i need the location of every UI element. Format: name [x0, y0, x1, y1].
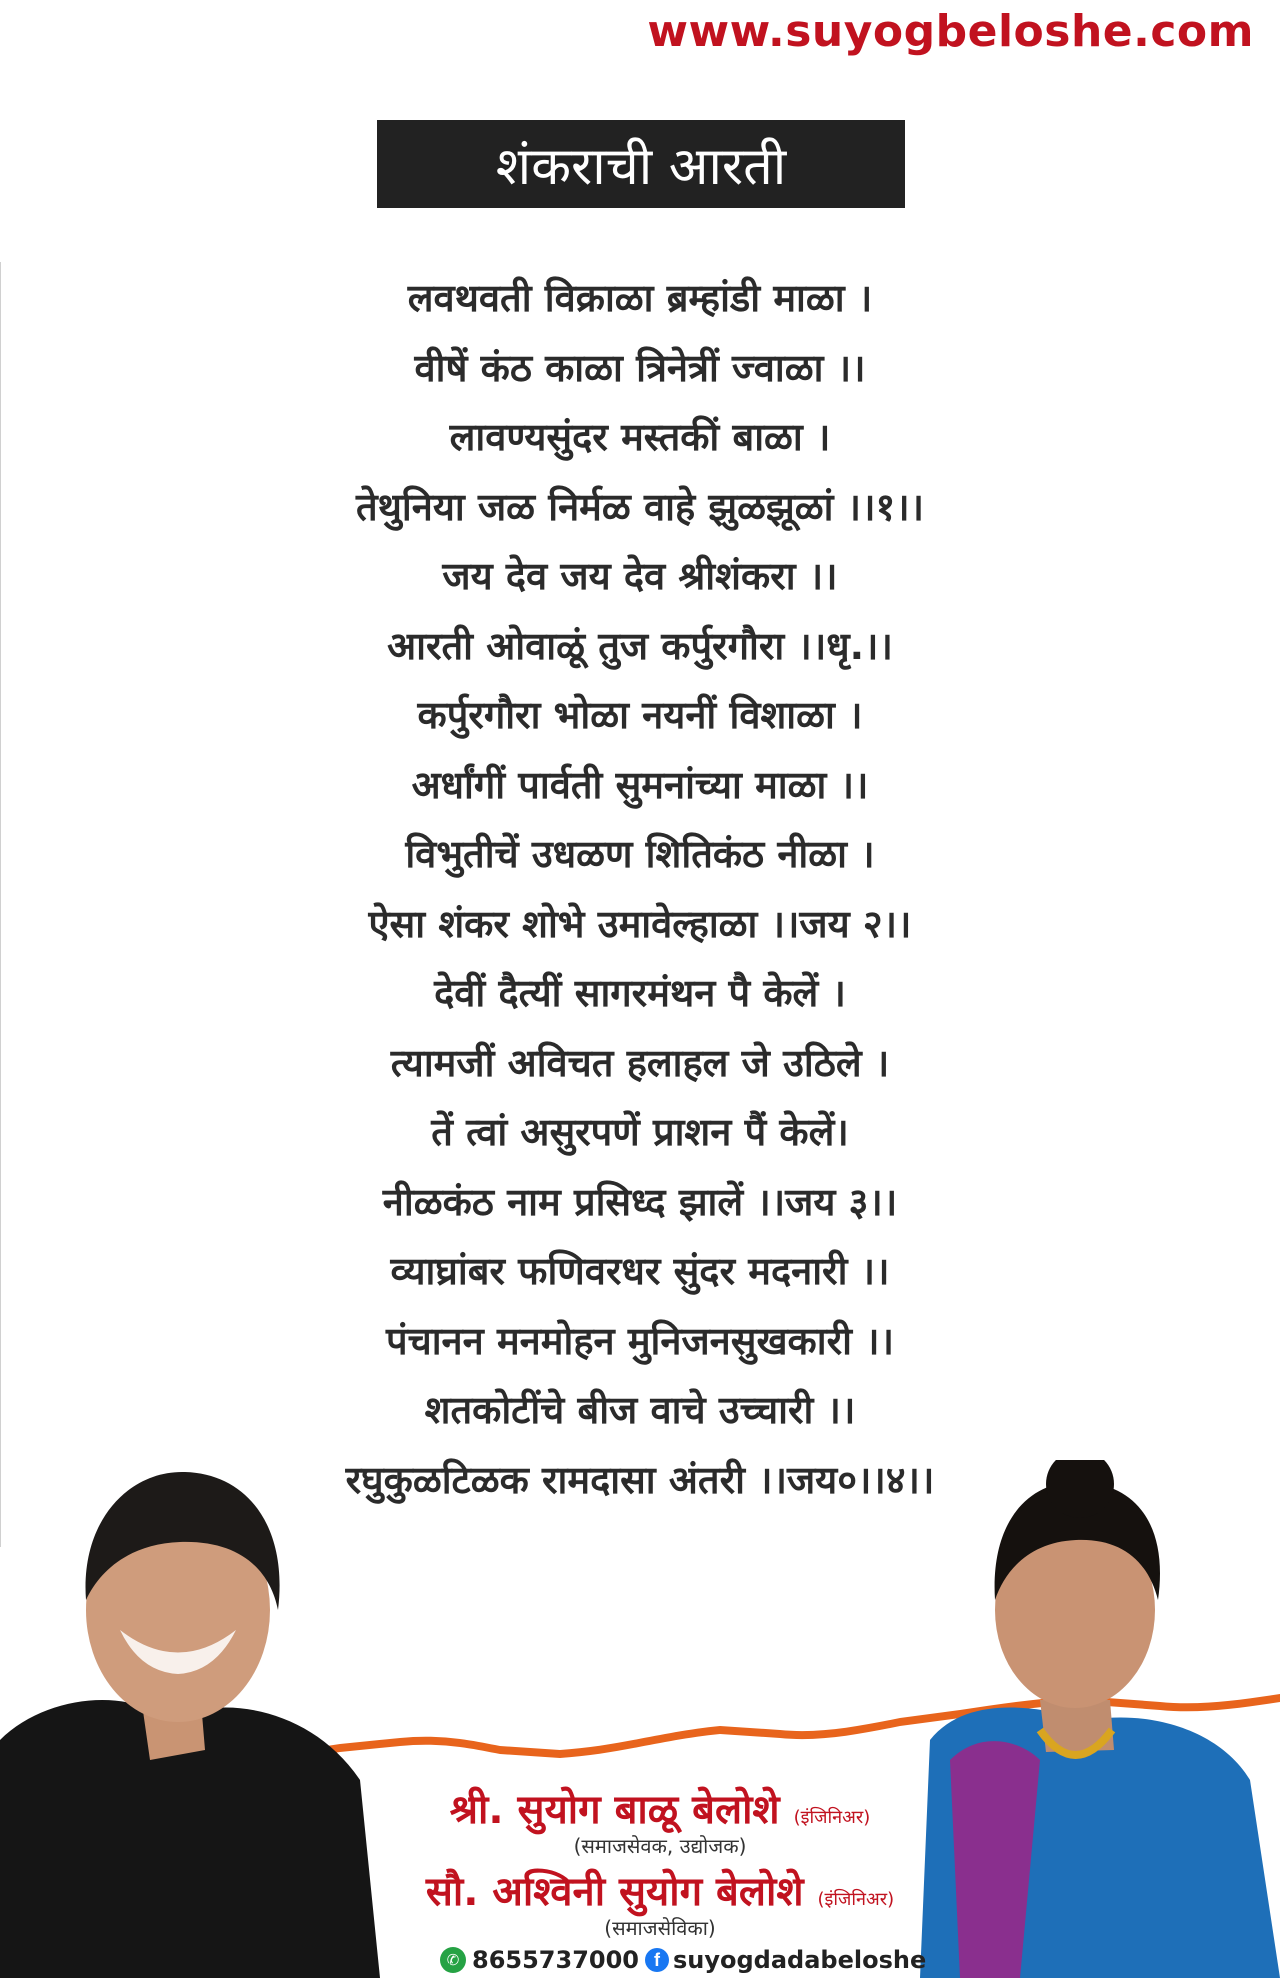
person1-name-text: श्री. सुयोग बाळू बेलोशे	[449, 1787, 780, 1833]
facebook-icon: f	[645, 1948, 669, 1972]
person1-role: (समाजसेवक, उद्योजक)	[573, 1834, 747, 1858]
aarti-verses	[0, 264, 1280, 1515]
verse-line: व्याघ्रांबर फणिवरधर सुंदर मदनारी ।।	[390, 1249, 890, 1293]
person2-title: (इंजिनिअर)	[817, 1889, 895, 1910]
verse-line: विभुतीचें उधळण शितिकंठ नीळा ।	[405, 832, 875, 876]
verse-line: लवथवती विक्राळा ब्रम्हांडी माळा ।	[407, 276, 873, 320]
website-url[interactable]: www.suyogbeloshe.com	[647, 6, 1254, 57]
person1-name	[400, 1780, 920, 1835]
verse-line: शतकोटींचे बीज वाचे उच्चारी ।।	[424, 1388, 856, 1432]
verse-line: लावण्यसुंदर मस्तकीं बाळा ।	[449, 415, 831, 459]
verse-line: पंचानन मनमोहन मुनिजनसुखकारी ।।	[385, 1318, 894, 1363]
page-title	[377, 120, 905, 208]
verse-line: त्यामजीं अविचत हलाहल जे उठिले ।	[390, 1040, 890, 1085]
verse-line: तेथुनिया जळ निर्मळ वाहे झुळझूळां ।।१।।	[355, 484, 925, 529]
verse-line: रघुकुळटिळक रामदासा अंतरी ।।जय०।।४।।	[345, 1457, 935, 1502]
verse-line: जय देव जय देव श्रीशंकरा ।।	[442, 554, 838, 598]
title-text: शंकराची आरती	[495, 136, 787, 197]
verse-line: कर्पुरगौरा भोळा नयनीं विशाळा ।	[417, 693, 863, 737]
phone-number[interactable]: 8655737000	[472, 1946, 639, 1974]
verse-line: आरती ओवाळूं तुज कर्पुरगौरा ।।धृ.।।	[387, 623, 893, 668]
verse-line: नीळकंठ नाम प्रसिध्द झालें ।।जय ३।।	[382, 1179, 898, 1224]
whatsapp-icon: ✆	[440, 1947, 466, 1973]
contact-bar	[440, 1944, 926, 1976]
person2-name	[400, 1862, 920, 1917]
facebook-handle[interactable]: suyogdadabeloshe	[673, 1946, 927, 1974]
person2-name-text: सौ. अश्विनी सुयोग बेलोशे	[425, 1869, 804, 1915]
verse-line: तें त्वां असुरपणें प्राशन पैं केलें।	[431, 1110, 849, 1154]
person2-role: (समाजसेविका)	[604, 1916, 716, 1940]
verse-line: देवीं दैत्यीं सागरमंथन पै केलें ।	[434, 971, 846, 1015]
woman-photo	[900, 1460, 1280, 1978]
person1-title: (इंजिनिअर)	[793, 1807, 871, 1828]
man-photo	[0, 1460, 390, 1978]
verse-line: वीषें कंठ काळा त्रिनेत्रीं ज्वाळा ।।	[414, 345, 866, 390]
verse-line: अर्धांगीं पार्वती सुमनांच्या माळा ।।	[411, 762, 869, 807]
verse-line: ऐसा शंकर शोभे उमावेल्हाळा ।।जय २।।	[368, 901, 912, 946]
